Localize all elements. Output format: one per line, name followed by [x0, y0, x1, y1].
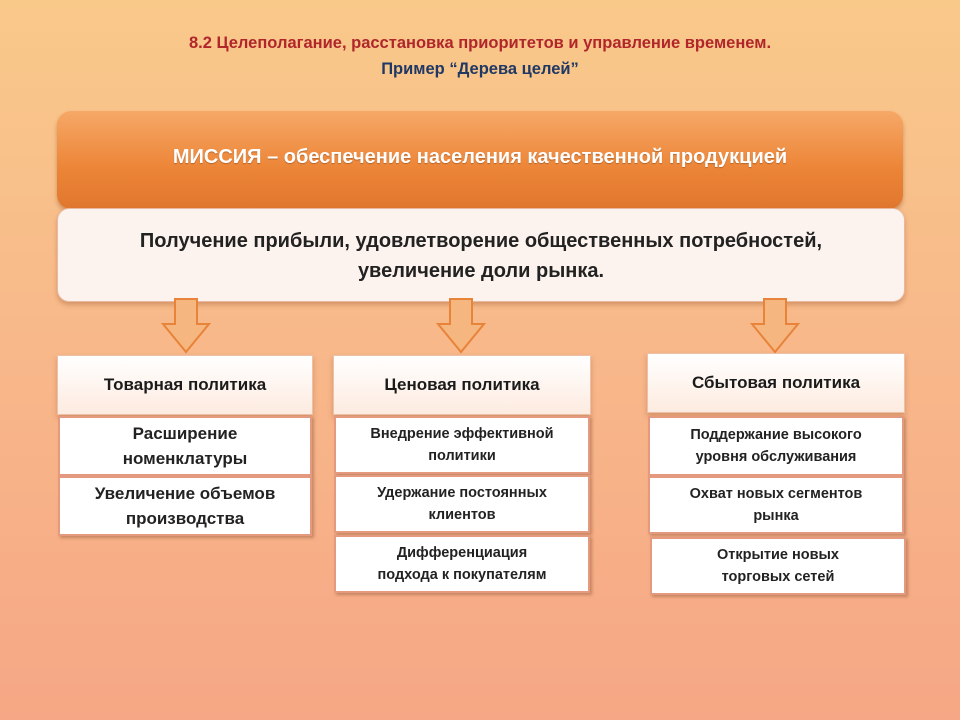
down-arrow-icon: [161, 298, 211, 354]
down-arrow-icon: [750, 298, 800, 354]
goal-item: Охват новых сегментов рынка: [648, 476, 904, 534]
goal-line-1: Получение прибыли, удовлетворение общественных потребностей,: [139, 230, 823, 252]
goal-item: Открытие новых торговых сетей: [650, 537, 906, 595]
goal-line-2: увеличение доли рынка.: [357, 260, 605, 282]
goal-item: Внедрение эффективной политики: [334, 416, 590, 474]
column-header-price: Ценовая политика: [333, 355, 591, 415]
goal-item: Увеличение объемов производства: [58, 476, 312, 536]
column-header-product: Товарная политика: [57, 355, 313, 415]
goal-item: Дифференциация подхода к покупателям: [334, 535, 590, 593]
column-header-sales: Сбытовая политика: [647, 353, 905, 413]
goal-item: Расширение номенклатуры: [58, 416, 312, 476]
goal-item: Удержание постоянных клиентов: [334, 475, 590, 533]
goal-text: [57, 226, 905, 286]
mission-text: МИССИЯ – обеспечение населения качественной продукцией: [172, 146, 788, 168]
goal-item: Поддержание высокого уровня обслуживания: [648, 416, 904, 476]
slide-title: 8.2 Целеполагание, расстановка приоритетов и управление временем.: [188, 34, 772, 52]
down-arrow-icon: [436, 298, 486, 354]
slide-subtitle: Пример “Дерева целей”: [381, 60, 579, 78]
